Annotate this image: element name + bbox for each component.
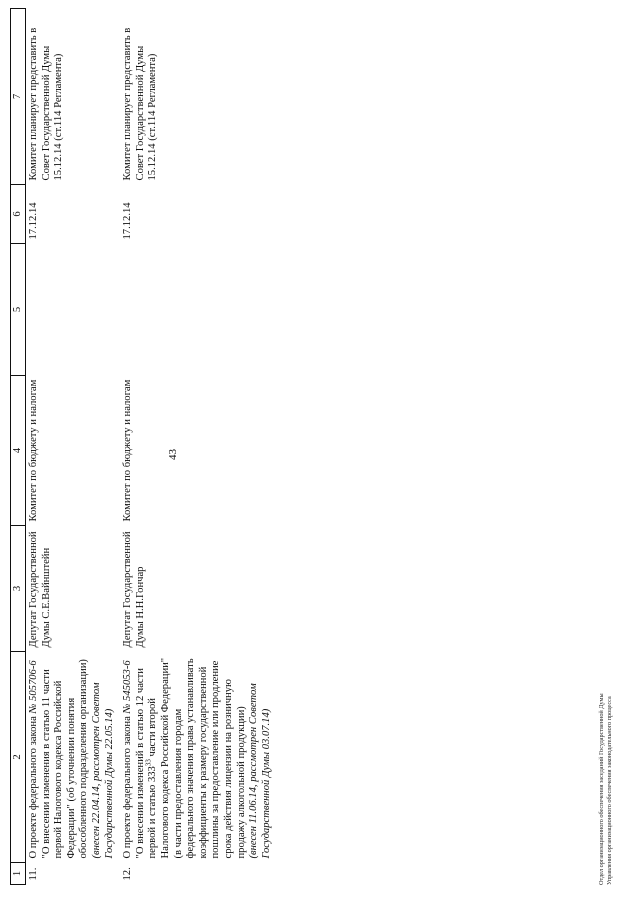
header-cell: 5 [11, 244, 26, 376]
header-cell: 6 [11, 185, 26, 244]
article-superscript: 33 [144, 759, 153, 767]
committee-plan: Комитет планирует представить в Совет Государственной Думы 15.12.14 (ст.114 Регламента) [28, 27, 65, 181]
table-row [120, 9, 277, 885]
bill-body [135, 655, 248, 859]
table-header-row [11, 9, 26, 885]
header-cell: 2 [11, 652, 26, 863]
review-date: 17.12.14 [122, 202, 134, 240]
header-cell: 3 [11, 526, 26, 652]
responsible-committee: Комитет по бюджету и налогам [122, 379, 134, 522]
bill-body: "О внесении изменения в статью 11 части первой Налогового кодекса Российской Федерации" (об уточнении понятия обособленного подразделения организации) [40, 659, 90, 859]
footer-line: Управления организационного обеспечения законодательного процесса [606, 696, 613, 885]
bill-body-part1: "О внесении изменений в статью 12 части первой и статью 333 [134, 668, 159, 859]
page-number: 43 [167, 449, 179, 460]
bill-intro-note: (внесен 22.04.14, рассмотрен Советом Государственной Думы 22.05.14) [90, 682, 115, 859]
column-5-cell [26, 244, 121, 376]
footer-line: Отдел организационного обеспечения заседаний Государственной Думы [598, 693, 605, 885]
bill-description [26, 652, 121, 863]
agenda-table [10, 8, 277, 885]
responsible-committee: Комитет по бюджету и налогам [28, 379, 39, 522]
row-number: 12. [122, 867, 134, 881]
header-cell: 7 [11, 9, 26, 185]
column-5-cell [120, 244, 277, 376]
header-cell: 1 [11, 863, 26, 885]
committee-plan: Комитет планирует представить в Совет Государственной Думы 15.12.14 (ст.114 Регламента) [122, 27, 159, 181]
bill-author: Депутат Государственной Думы Н.Н.Гончар [122, 531, 146, 648]
bill-body-part2: части второй Налогового кодекса Российской Федерации" (в части предоставления городам федерального значения права устанавливать коэффициенты к размеру государственной пошлины за предоставление или продление срока действия лицензии на розничную продажу алкогольной продукции) [147, 657, 247, 859]
bill-title-prefix: О проекте федерального закона [28, 713, 39, 859]
bill-number: № 545053-6 [122, 660, 134, 714]
bill-description [120, 652, 277, 863]
bill-intro-note: (внесен 11.06.14, рассмотрен Советом Государственной Думы 03.07.14) [248, 683, 272, 859]
bill-number: № 505706-6 [28, 660, 39, 714]
table-row [26, 9, 121, 885]
bill-author: Депутат Государственной Думы С.Е.Вайнштейн [28, 531, 52, 648]
review-date: 17.12.14 [28, 202, 39, 240]
agenda-table-container [10, 9, 277, 885]
bill-title-prefix: О проекте федерального закона [122, 713, 134, 859]
row-number: 11. [28, 867, 39, 881]
header-cell: 4 [11, 376, 26, 526]
page-footer [598, 693, 614, 885]
